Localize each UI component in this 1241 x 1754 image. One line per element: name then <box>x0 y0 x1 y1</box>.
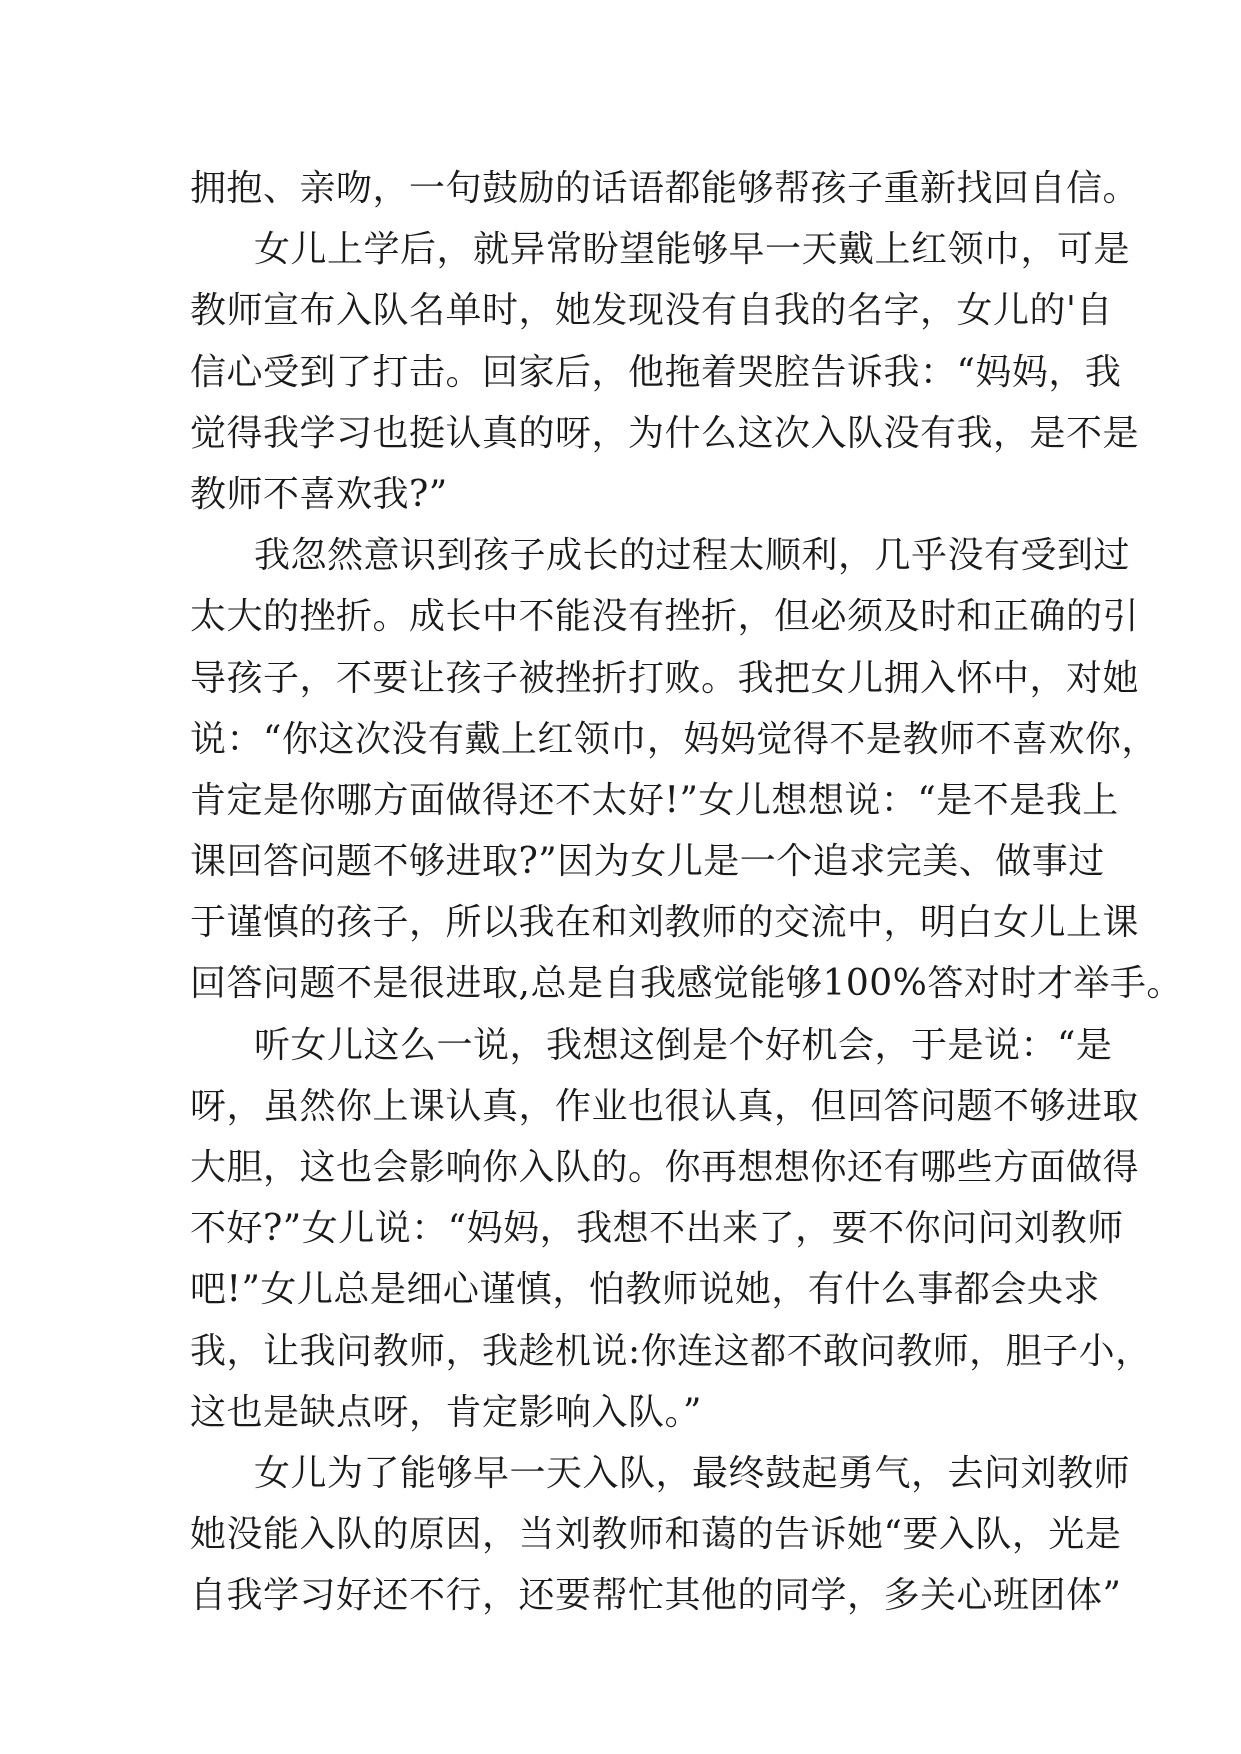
body-text <box>190 158 1183 1627</box>
text-line: 导孩子，不要让孩子被挫折打败。我把女儿拥入怀中，对她 <box>190 657 1140 699</box>
paragraph-start-line: 我忽然意识到孩子成长的过程太顺利，几乎没有受到过 <box>254 535 1131 577</box>
paragraph-start-line: 女儿上学后，就异常盼望能够早一天戴上红领巾，可是 <box>254 229 1131 271</box>
text-line: 拥抱、亲吻，一句鼓励的话语都能够帮孩子重新找回自信。 <box>190 168 1140 209</box>
text-line: 信心受到了打击。回家后，他拖着哭腔告诉我：“妈妈，我 <box>190 351 1122 393</box>
text-line: 教师不喜欢我?” <box>190 473 448 515</box>
text-line: 呀，虽然你上课认真，作业也很认真，但回答问题不够进取 <box>190 1085 1140 1127</box>
text-line: 我，让我问教师，我趁机说:你连这都不敢问教师，胆子小， <box>190 1330 1152 1372</box>
text-line: 太大的挫折。成长中不能没有挫折，但必须及时和正确的引 <box>190 596 1140 638</box>
text-line: 自我学习好还不行，还要帮忙其他的同学，多关心班团体” <box>190 1575 1122 1617</box>
text-line: 课回答问题不够进取?”因为女儿是一个追求完美、做事过 <box>190 841 1105 883</box>
text-line: 说：“你这次没有戴上红领巾，妈妈觉得不是教师不喜欢你， <box>190 718 1158 760</box>
text-line: 她没能入队的原因，当刘教师和蔼的告诉她“要入队，光是 <box>190 1514 1122 1556</box>
text-line: 这也是缺点呀，肯定影响入队。” <box>190 1391 702 1433</box>
text-line: 教师宣布入队名单时，她发现没有自我的名字，女儿的'自 <box>190 290 1113 332</box>
paragraph-start-line: 女儿为了能够早一天入队，最终鼓起勇气，去问刘教师 <box>254 1452 1131 1494</box>
text-line: 觉得我学习也挺认真的呀，为什么这次入队没有我，是不是 <box>190 412 1140 454</box>
text-line: 大胆，这也会影响你入队的。你再想想你还有哪些方面做得 <box>190 1147 1140 1188</box>
text-line: 肯定是你哪方面做得还不太好!”女儿想想说：“是不是我上 <box>190 779 1119 821</box>
text-line: 不好?”女儿说：“妈妈，我想不出来了，要不你问问刘教师 <box>190 1208 1124 1250</box>
text-line: 吧!”女儿总是细心谨慎，怕教师说她，有什么事都会央求 <box>190 1269 1100 1311</box>
paragraph-start-line: 听女儿这么一说，我想这倒是个好机会，于是说：“是 <box>254 1024 1113 1066</box>
text-line: 于谨慎的孩子，所以我在和刘教师的交流中，明白女儿上课 <box>190 902 1140 944</box>
text-line: 回答问题不是很进取,总是自我感觉能够100%答对时才举手。 <box>190 963 1183 1005</box>
